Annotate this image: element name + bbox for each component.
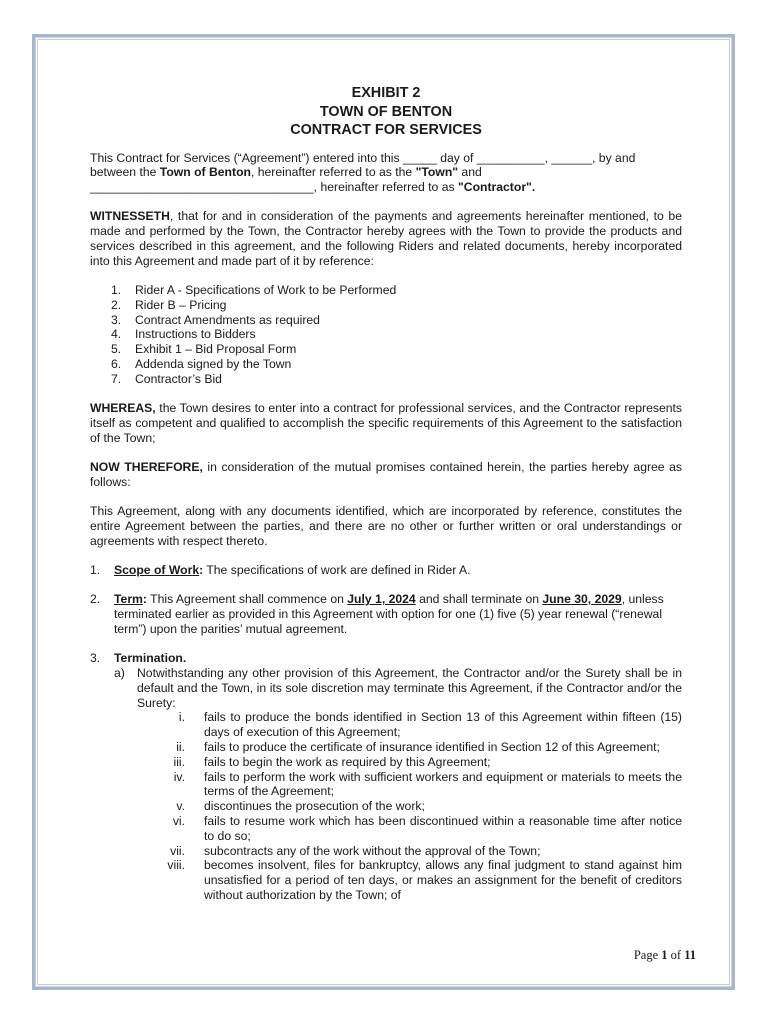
list-item: 2. Rider B – Pricing [111, 297, 227, 312]
entire-agreement-paragraph: This Agreement, along with any documents identified, which are incorporated by reference, constitutes the entire Agreement between the parties, and there are no other or further written or oral understandings or agreements with respect thereto. [90, 504, 682, 548]
list-item: iii. fails to begin the work as required by this Agreement; [173, 754, 491, 769]
list-item: viii. becomes insolvent, files for bankruptcy, allows any final judgment to stand against him unsatisfied for a period of ten days, or makes an assignment for the benefit of creditors without authorization by the Town; of [167, 858, 682, 902]
list-item: i. fails to produce the bonds identified in Section 13 of this Agreement within fifteen (15) days of execution of this Agreement; [178, 710, 682, 740]
section-term: 2. Term: This Agreement shall commence on July 1, 2024 and shall terminate on June 30, 2029, unless terminated earlier as provided in this Agreement with option for one (1) five (5) year renewal (“renewal term”) upon the parities’ mutual agreement. [90, 592, 664, 636]
list-item: 7. Contractor’s Bid [111, 371, 222, 386]
contract-title: CONTRACT FOR SERVICES [290, 122, 482, 138]
intro-paragraph: This Contract for Services (“Agreement”) entered into this _____ day of __________, ______, by and between the Town of Benton, hereinafter referred to as the "Town" and _________________________________, hereinafter referred to as "Contractor". [90, 150, 636, 195]
whereas-paragraph: WHEREAS, the Town desires to enter into a contract for professional services, and the Contractor represents itself as competent and qualified to accomplish the specific requirements of this Agreement to the satisfaction of the Town; [90, 401, 682, 445]
list-item: 6. Addenda signed by the Town [111, 357, 292, 372]
town-title: TOWN OF BENTON [319, 103, 453, 120]
list-item: iv. fails to perform the work with sufficient workers and equipment or materials to meets the terms of the Agreement; [173, 769, 682, 799]
list-item: vii. subcontracts any of the work without the approval of the Town; [170, 843, 541, 858]
page-number: Page 1 of 11 [633, 948, 696, 962]
list-item: 4. Instructions to Bidders [111, 327, 256, 342]
exhibit-title: EXHIBIT 2 [351, 85, 421, 101]
list-item: 3. Contract Amendments as required [111, 312, 320, 327]
riders-list [111, 283, 682, 387]
list-item: vi. fails to resume work which has been discontinued within a reasonable time after notice to do so; [172, 813, 682, 843]
witnesseth-paragraph: WITNESSETH, that for and in consideration of the payments and agreements hereinafter mentioned, to be made and performed by the Town, the Contractor hereby agrees with the Town to provide the products and services described in this agreement, and the following Riders and related documents, hereby incorporated into this Agreement and made part of it by reference: [90, 209, 682, 268]
section-scope-of-work: 1. Scope of Work: The specifications of work are defined in Rider A. [90, 563, 471, 578]
document-body [90, 84, 682, 903]
list-item: v. discontinues the prosecution of the work; [176, 799, 425, 814]
termination-clause-a: a) Notwithstanding any other provision of this Agreement, the Contractor and/or the Surety shall be in default and the Town, in its sole discretion may terminate this Agreement, if the Contractor and/or the Surety: i. fails to produce the bonds identified in Section 13 of this Agreement within fifteen (15) days of execution of this Agreement; ii. fails to produce the certificate of insurance identified in Section 12 of this Agreement; iii. fails to begin the work as required by this Agreement; iv. fails to perform the work with sufficient workers and equipment or materials to meets the terms of the Agreement; v. discontinues the prosecution of the work; vi. fails to resume work which has been discontinued within a reasonable time after notice to do so; vii. subcontracts any of the work without the approval of the Town; viii. becomes insolvent, files for bankruptcy, allows any final judgment to stand against him unsatisfied for a period of ten days, or makes an assignment for the benefit of creditors without authorization by the Town; of [114, 666, 682, 902]
list-item: 1. Rider A - Specifications of Work to be Performed [111, 283, 397, 298]
section-termination: 3. Termination. a) Notwithstanding any other provision of this Agreement, the Contractor and/or the Surety shall be in default and the Town, in its sole discretion may terminate this Agreement, if the Contractor and/or the Surety: i. fails to produce the bonds identified in Section 13 of this Agreement within fifteen (15) days of execution of this Agreement; ii. fails to produce the certificate of insurance identified in Section 12 of this Agreement; iii. fails to begin the work as required by this Agreement; iv. fails to perform the work with sufficient workers and equipment or materials to meets the terms of the Agreement; v. discontinues the prosecution of the work; vi. fails to resume work which has been discontinued within a reasonable time after notice to do so; vii. subcontracts any of the work without the approval of the Town; viii. becomes insolvent, files for bankruptcy, allows any final judgment to stand against him unsatisfied for a period of ten days, or makes an assignment for the benefit of creditors without authorization by the Town; of [90, 651, 682, 902]
list-item: ii. fails to produce the certificate of insurance identified in Section 12 of this Agreement; [176, 740, 660, 754]
now-therefore-paragraph: NOW THEREFORE, in consideration of the mutual promises contained herein, the parties hereby agree as follows: [90, 460, 682, 489]
list-item: 5. Exhibit 1 – Bid Proposal Form [111, 342, 297, 357]
